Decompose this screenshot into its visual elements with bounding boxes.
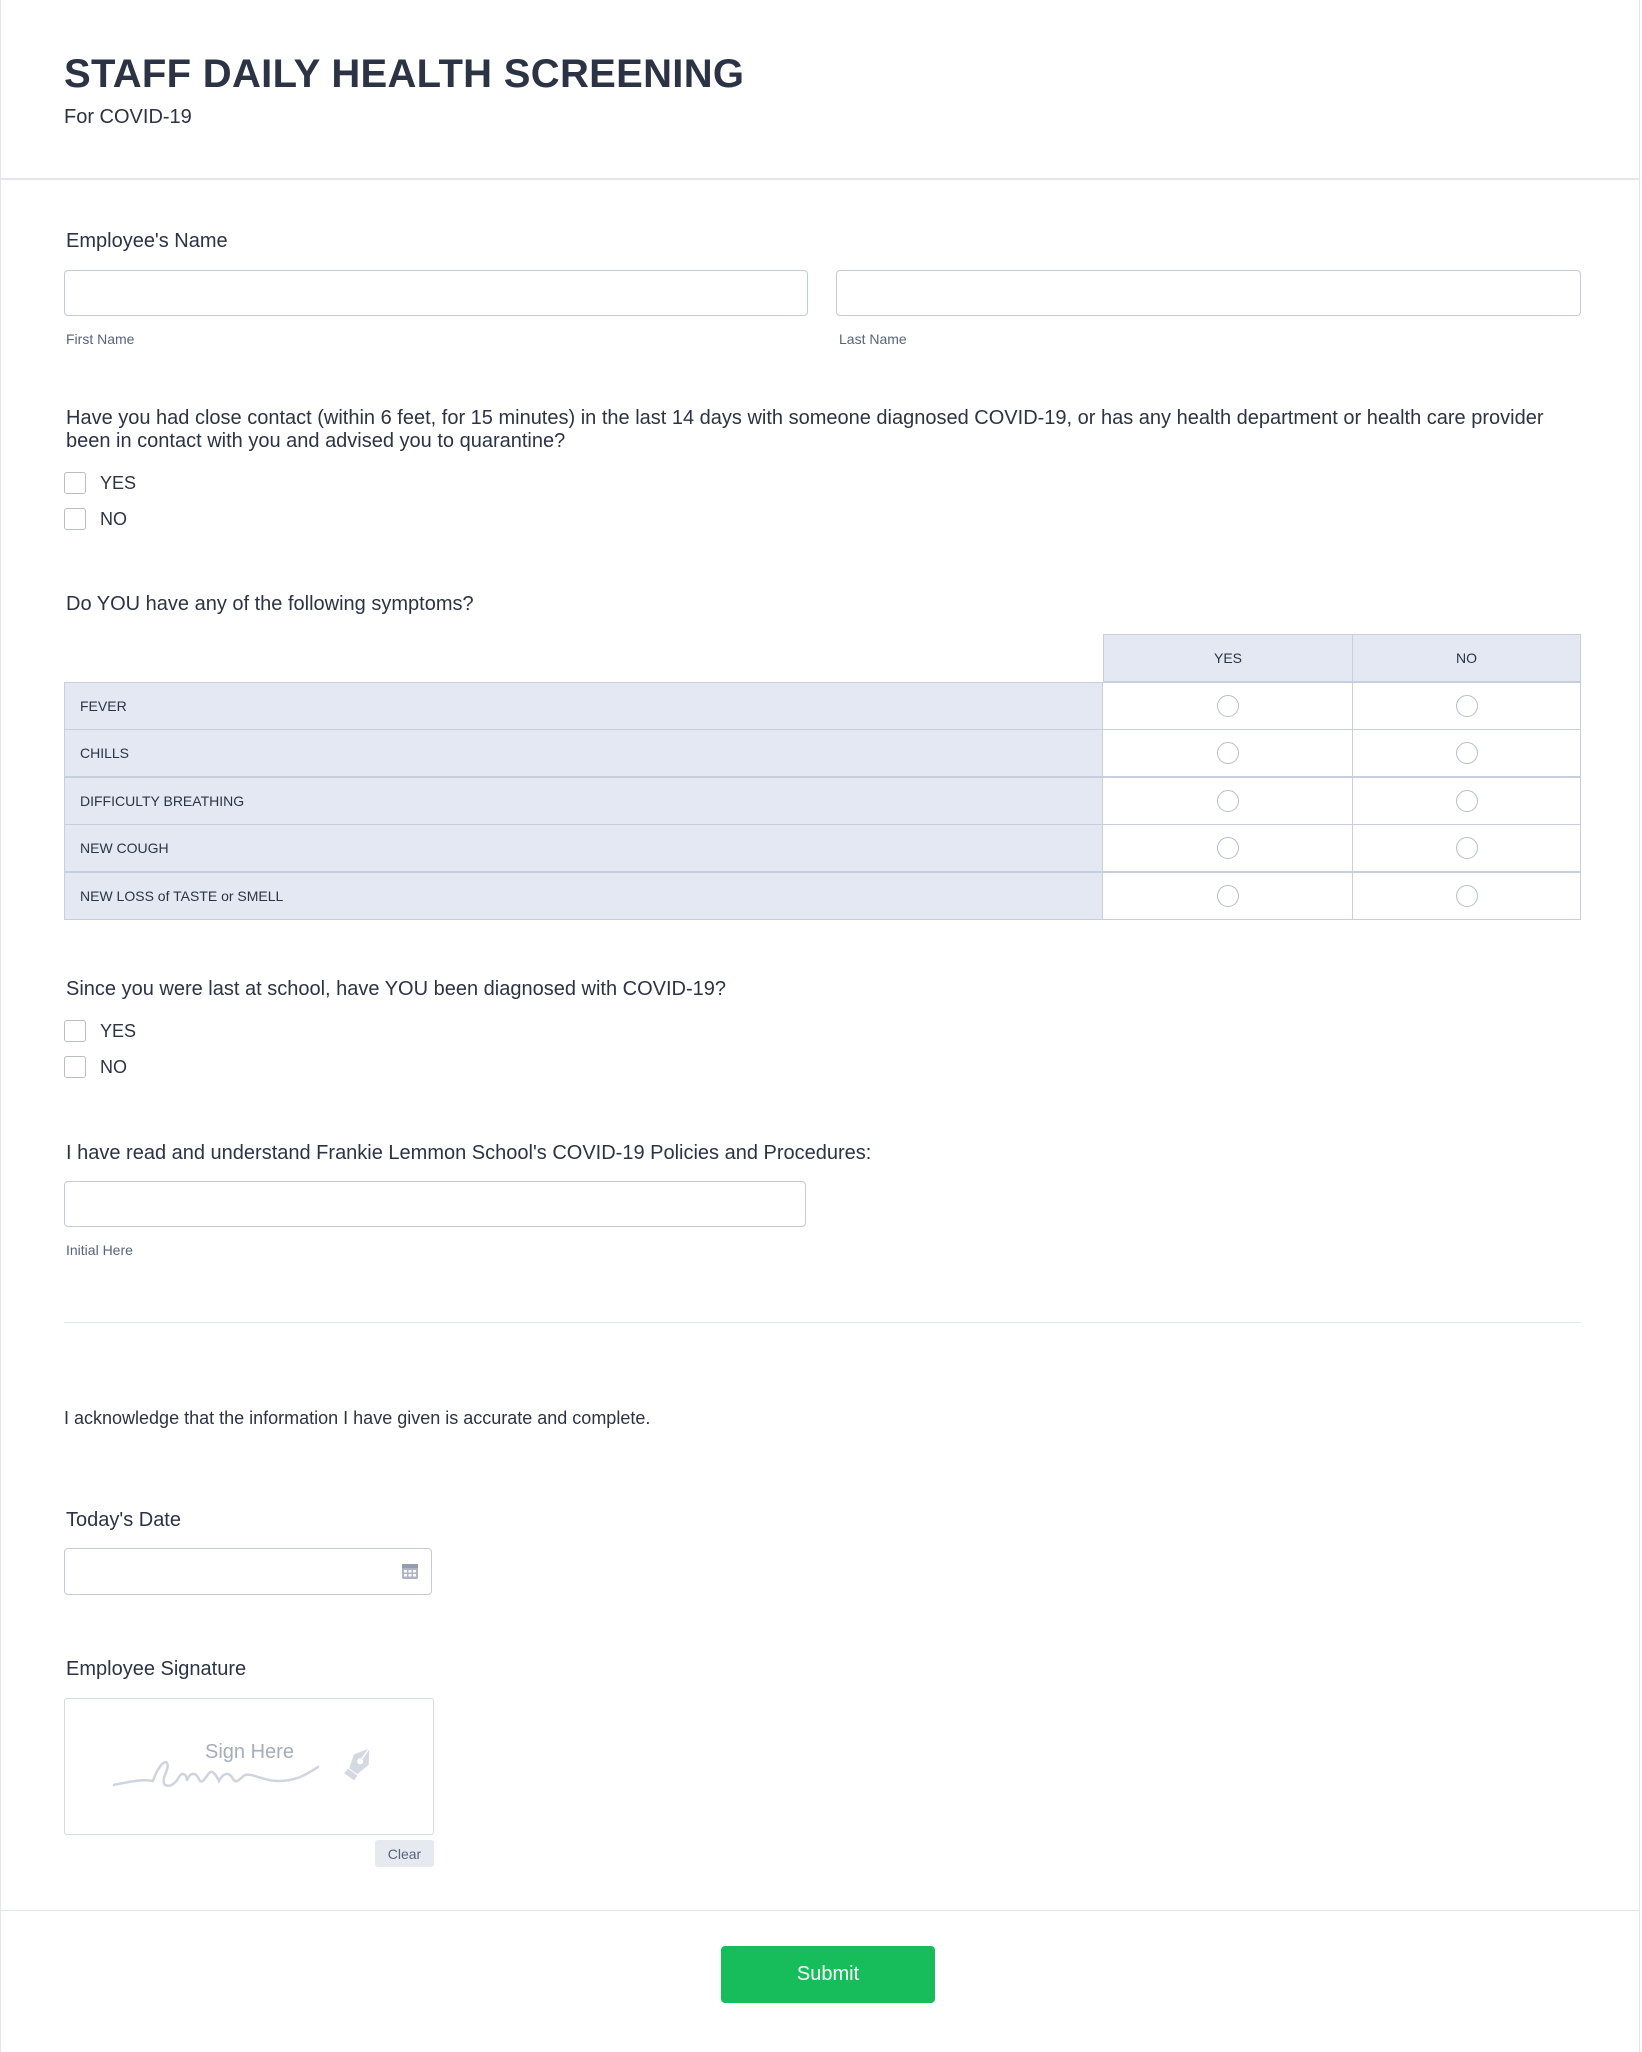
option-label: NO	[100, 508, 127, 529]
symptoms-matrix	[64, 634, 1581, 920]
policy-question: I have read and understand Frankie Lemmon School's COVID-19 Policies and Procedures:	[66, 1142, 872, 1164]
option-label: YES	[100, 1020, 137, 1041]
matrix-row-label: FEVER	[64, 682, 1103, 730]
close-contact-option-no[interactable]	[64, 506, 127, 532]
matrix-cell-yes[interactable]	[1102, 777, 1353, 825]
first-name-input[interactable]	[64, 270, 808, 316]
radio-yes[interactable]	[1217, 695, 1239, 717]
close-contact-option-yes[interactable]	[64, 470, 136, 496]
matrix-row-difficulty-breathing	[64, 777, 1581, 825]
close-contact-question: Have you had close contact (within 6 feet, for 15 minutes) in the last 14 days with someone diagnosed COVID-19, or has any health department or health care provider been in contact with you and advised you to quarantine?	[66, 407, 1544, 452]
matrix-cell-no[interactable]	[1352, 729, 1581, 777]
diagnosed-option-no[interactable]	[64, 1054, 127, 1080]
matrix-row-loss-of-taste-smell	[64, 872, 1581, 920]
radio-no[interactable]	[1456, 742, 1478, 764]
calendar-icon[interactable]	[401, 1562, 419, 1580]
symptoms-question: Do YOU have any of the following symptoms?	[66, 593, 474, 615]
matrix-cell-no[interactable]	[1352, 777, 1581, 825]
matrix-row-label: NEW COUGH	[64, 824, 1103, 872]
sign-here-placeholder: Sign Here	[205, 1741, 294, 1763]
signature-label: Employee Signature	[66, 1658, 247, 1680]
option-label: NO	[100, 1056, 127, 1077]
section-divider	[64, 1322, 1581, 1323]
matrix-cell-no[interactable]	[1352, 682, 1581, 730]
matrix-header-yes: YES	[1103, 634, 1353, 682]
acknowledgement-text: I acknowledge that the information I have given is accurate and complete.	[64, 1408, 651, 1428]
submit-button[interactable]: Submit	[721, 1946, 935, 2003]
radio-yes[interactable]	[1217, 837, 1239, 859]
radio-yes[interactable]	[1217, 885, 1239, 907]
matrix-cell-yes[interactable]	[1102, 729, 1353, 777]
checkbox[interactable]	[64, 1056, 86, 1078]
matrix-row-fever	[64, 682, 1581, 730]
form-title: STAFF DAILY HEALTH SCREENING	[64, 52, 745, 96]
matrix-cell-yes[interactable]	[1102, 872, 1353, 920]
matrix-cell-no[interactable]	[1352, 872, 1581, 920]
last-name-sublabel: Last Name	[839, 331, 907, 347]
matrix-cell-yes[interactable]	[1102, 824, 1353, 872]
clear-signature-button[interactable]: Clear	[375, 1840, 434, 1867]
matrix-row-new-cough	[64, 824, 1581, 872]
pen-icon	[337, 1741, 381, 1785]
first-name-sublabel: First Name	[66, 331, 135, 347]
matrix-header-no: NO	[1352, 634, 1581, 682]
matrix-row-chills	[64, 729, 1581, 777]
radio-no[interactable]	[1456, 837, 1478, 859]
initials-input[interactable]	[64, 1181, 806, 1227]
footer-divider	[1, 1910, 1639, 1911]
form-header	[1, 0, 1639, 180]
last-name-input[interactable]	[836, 270, 1581, 316]
date-label: Today's Date	[66, 1509, 181, 1531]
matrix-cell-no[interactable]	[1352, 824, 1581, 872]
radio-no[interactable]	[1456, 885, 1478, 907]
option-label: YES	[100, 472, 137, 493]
radio-no[interactable]	[1456, 790, 1478, 812]
radio-yes[interactable]	[1217, 790, 1239, 812]
matrix-row-label: DIFFICULTY BREATHING	[64, 777, 1103, 825]
initials-sublabel: Initial Here	[66, 1242, 133, 1258]
radio-no[interactable]	[1456, 695, 1478, 717]
signature-pad[interactable]	[64, 1698, 434, 1835]
employee-name-label: Employee's Name	[66, 230, 228, 252]
matrix-row-label: CHILLS	[64, 729, 1103, 777]
diagnosed-question: Since you were last at school, have YOU been diagnosed with COVID-19?	[66, 978, 726, 1000]
diagnosed-option-yes[interactable]	[64, 1018, 136, 1044]
date-input[interactable]	[64, 1548, 432, 1595]
checkbox[interactable]	[64, 508, 86, 530]
form-subtitle: For COVID-19	[64, 106, 192, 128]
checkbox[interactable]	[64, 1020, 86, 1042]
matrix-cell-yes[interactable]	[1102, 682, 1353, 730]
matrix-row-label: NEW LOSS of TASTE or SMELL	[64, 872, 1103, 920]
checkbox[interactable]	[64, 472, 86, 494]
radio-yes[interactable]	[1217, 742, 1239, 764]
